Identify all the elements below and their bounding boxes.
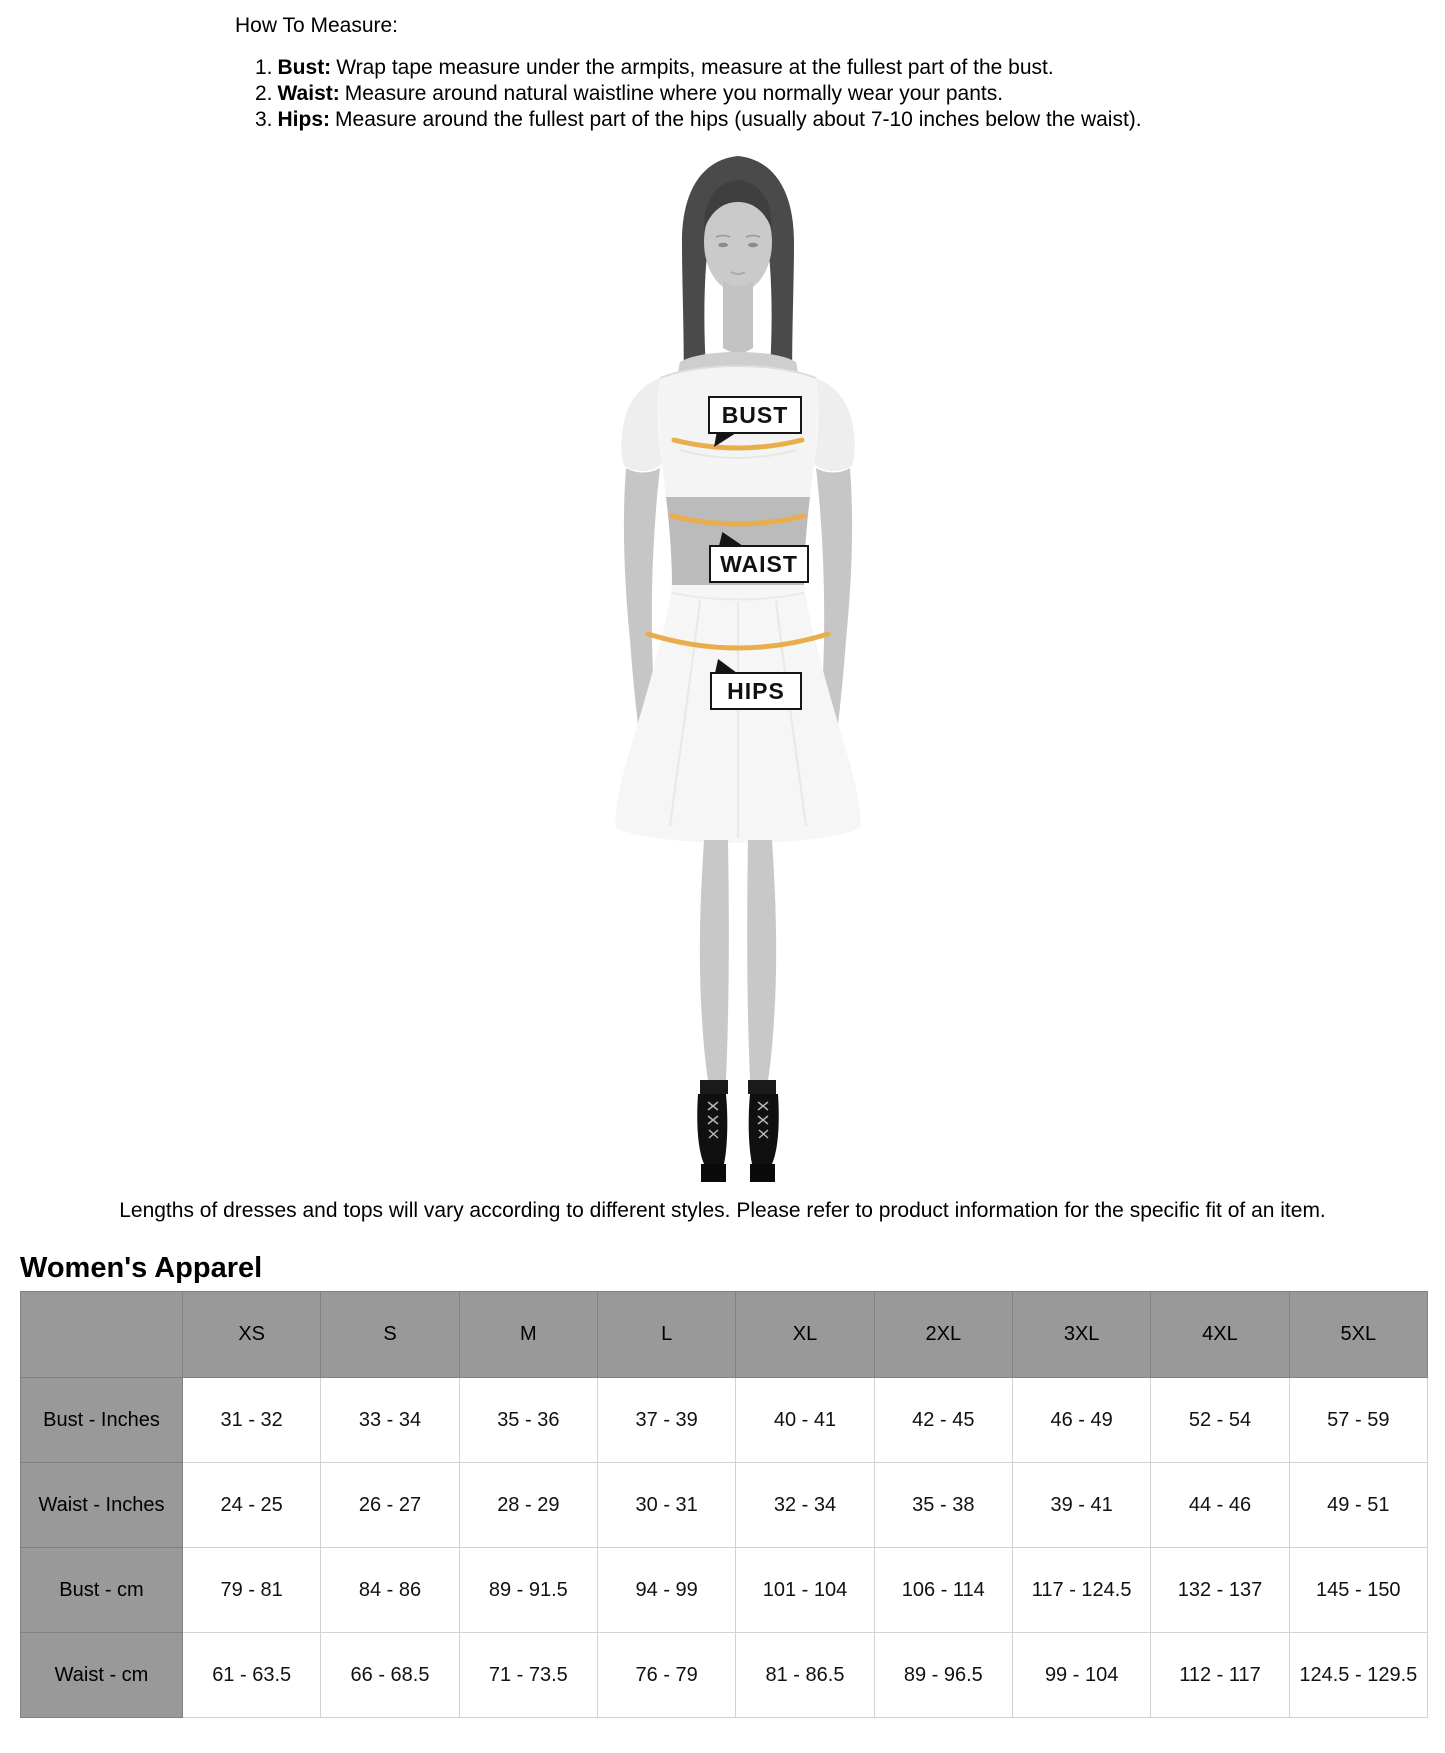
waist-label: WAIST — [709, 545, 809, 583]
row-label-cell: Waist - Inches — [21, 1463, 183, 1548]
size-cell: 84 - 86 — [321, 1548, 459, 1633]
size-header-cell: XS — [183, 1292, 321, 1378]
step-keyword: Bust: — [277, 56, 332, 79]
size-cell: 61 - 63.5 — [183, 1633, 321, 1718]
size-table — [20, 1291, 1428, 1718]
size-cell: 52 - 54 — [1151, 1378, 1289, 1463]
row-label-cell: Waist - cm — [21, 1633, 183, 1718]
size-cell: 106 - 114 — [874, 1548, 1012, 1633]
size-cell: 44 - 46 — [1151, 1463, 1289, 1548]
size-header-cell: L — [597, 1292, 735, 1378]
size-cell: 32 - 34 — [736, 1463, 874, 1548]
measure-step-waist — [255, 81, 1142, 107]
hips-label: HIPS — [710, 672, 802, 710]
row-label-cell: Bust - cm — [21, 1548, 183, 1633]
step-text: Measure around natural waistline where you normally wear your pants. — [344, 82, 1004, 105]
step-number: 3. — [255, 108, 273, 131]
table-row-bust-inches — [21, 1378, 1428, 1463]
step-keyword: Hips: — [277, 108, 331, 131]
size-cell: 30 - 31 — [597, 1463, 735, 1548]
size-header-cell: XL — [736, 1292, 874, 1378]
size-cell: 99 - 104 — [1012, 1633, 1150, 1718]
size-cell: 81 - 86.5 — [736, 1633, 874, 1718]
fit-note: Lengths of dresses and tops will vary according to different styles. Please refer to product information for the specific fit of an item. — [119, 1199, 1326, 1222]
size-cell: 101 - 104 — [736, 1548, 874, 1633]
size-cell: 28 - 29 — [459, 1463, 597, 1548]
size-cell: 94 - 99 — [597, 1548, 735, 1633]
size-table-title: Women's Apparel — [20, 1252, 263, 1284]
size-cell: 145 - 150 — [1289, 1548, 1427, 1633]
measure-steps-list — [255, 55, 1142, 133]
size-cell: 35 - 38 — [874, 1463, 1012, 1548]
size-cell: 37 - 39 — [597, 1378, 735, 1463]
size-cell: 76 - 79 — [597, 1633, 735, 1718]
size-cell: 66 - 68.5 — [321, 1633, 459, 1718]
size-header-cell: S — [321, 1292, 459, 1378]
step-text: Wrap tape measure under the armpits, measure at the fullest part of the bust. — [336, 56, 1054, 79]
size-header-cell: 2XL — [874, 1292, 1012, 1378]
size-cell: 124.5 - 129.5 — [1289, 1633, 1427, 1718]
size-cell: 42 - 45 — [874, 1378, 1012, 1463]
size-cell: 71 - 73.5 — [459, 1633, 597, 1718]
size-cell: 57 - 59 — [1289, 1378, 1427, 1463]
step-keyword: Waist: — [277, 82, 340, 105]
size-cell: 79 - 81 — [183, 1548, 321, 1633]
size-cell: 89 - 96.5 — [874, 1633, 1012, 1718]
size-cell: 89 - 91.5 — [459, 1548, 597, 1633]
size-cell: 39 - 41 — [1012, 1463, 1150, 1548]
table-row-bust-cm — [21, 1548, 1428, 1633]
table-row-waist-inches — [21, 1463, 1428, 1548]
size-cell: 31 - 32 — [183, 1378, 321, 1463]
size-header-cell: M — [459, 1292, 597, 1378]
size-table-header-row — [21, 1292, 1428, 1378]
size-header-cell: 3XL — [1012, 1292, 1150, 1378]
size-cell: 132 - 137 — [1151, 1548, 1289, 1633]
size-cell: 46 - 49 — [1012, 1378, 1150, 1463]
table-row-waist-cm — [21, 1633, 1428, 1718]
size-cell: 49 - 51 — [1289, 1463, 1427, 1548]
step-number: 2. — [255, 82, 273, 105]
measure-step-bust — [255, 55, 1142, 81]
step-text: Measure around the fullest part of the hips (usually about 7-10 inches below the waist). — [335, 108, 1142, 131]
corner-cell — [21, 1292, 183, 1378]
how-to-measure-title: How To Measure: — [235, 14, 399, 37]
bust-label: BUST — [708, 396, 802, 434]
size-cell: 26 - 27 — [321, 1463, 459, 1548]
size-cell: 117 - 124.5 — [1012, 1548, 1150, 1633]
size-cell: 112 - 117 — [1151, 1633, 1289, 1718]
size-header-cell: 4XL — [1151, 1292, 1289, 1378]
size-cell: 40 - 41 — [736, 1378, 874, 1463]
size-cell: 35 - 36 — [459, 1378, 597, 1463]
size-header-cell: 5XL — [1289, 1292, 1427, 1378]
measure-step-hips — [255, 107, 1142, 133]
size-cell: 24 - 25 — [183, 1463, 321, 1548]
row-label-cell: Bust - Inches — [21, 1378, 183, 1463]
step-number: 1. — [255, 56, 273, 79]
size-cell: 33 - 34 — [321, 1378, 459, 1463]
